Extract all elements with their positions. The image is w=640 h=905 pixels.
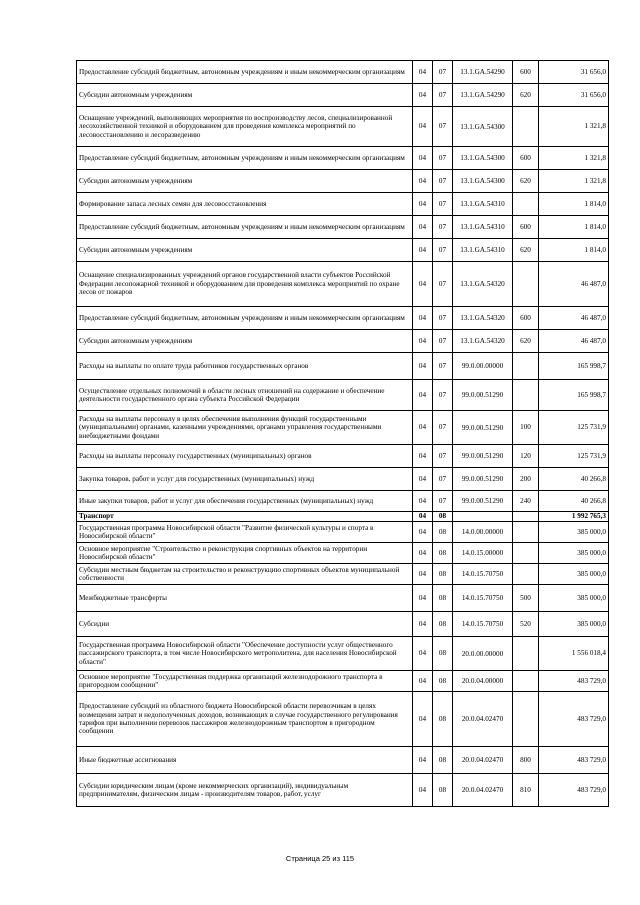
row-csr-cell: 13.1.GA.54320 xyxy=(453,307,513,330)
table-row xyxy=(77,543,609,564)
row-sum-cell: 483 729,0 xyxy=(539,774,609,807)
row-vr-cell: 620 xyxy=(513,84,539,107)
row-name-cell: Основное мероприятие "Государственная поддержка организаций железнодорожного транспорта в пригородном сообщении" xyxy=(77,671,413,692)
row-sum-cell: 1 814,0 xyxy=(539,216,609,239)
row-vr-cell: 800 xyxy=(513,747,539,774)
row-sum-cell: 31 656,0 xyxy=(539,61,609,84)
table-row xyxy=(77,445,609,468)
row-csr-cell: 99.0.00.51290 xyxy=(453,491,513,512)
row-rz-cell: 04 xyxy=(413,564,433,585)
budget-table xyxy=(76,60,609,807)
row-sum-cell: 483 729,0 xyxy=(539,747,609,774)
row-pr-cell: 07 xyxy=(433,262,453,307)
table-row xyxy=(77,170,609,193)
table-row xyxy=(77,307,609,330)
row-pr-cell: 07 xyxy=(433,84,453,107)
row-pr-cell: 08 xyxy=(433,747,453,774)
table-row xyxy=(77,637,609,671)
row-rz-cell: 04 xyxy=(413,330,433,353)
row-vr-cell: 240 xyxy=(513,491,539,512)
row-csr-cell: 99.0.00.51290 xyxy=(453,445,513,468)
row-name-cell: Субсидии автономным учреждениям xyxy=(77,239,413,262)
row-rz-cell: 04 xyxy=(413,671,433,692)
table-row xyxy=(77,612,609,637)
row-csr-cell: 14.0.15.00000 xyxy=(453,543,513,564)
row-vr-cell: 810 xyxy=(513,774,539,807)
row-vr-cell xyxy=(513,522,539,543)
row-csr-cell: 20.0.00.00000 xyxy=(453,637,513,671)
row-pr-cell: 07 xyxy=(433,147,453,170)
row-csr-cell: 20.0.04.02470 xyxy=(453,774,513,807)
row-vr-cell xyxy=(513,671,539,692)
row-rz-cell: 04 xyxy=(413,445,433,468)
row-csr-cell: 99.0.00.51290 xyxy=(453,380,513,411)
row-rz-cell: 04 xyxy=(413,262,433,307)
table-row xyxy=(77,262,609,307)
row-csr-cell: 13.1.GA.54300 xyxy=(453,107,513,147)
row-rz-cell: 04 xyxy=(413,380,433,411)
row-name-cell: Иные закупки товаров, работ и услуг для обеспечения государственных (муниципальных) нужд xyxy=(77,491,413,512)
row-rz-cell: 04 xyxy=(413,84,433,107)
row-sum-cell: 483 729,0 xyxy=(539,692,609,747)
row-rz-cell: 04 xyxy=(413,612,433,637)
row-csr-cell: 13.1.GA.54300 xyxy=(453,147,513,170)
row-csr-cell: 13.1.GA.54310 xyxy=(453,239,513,262)
row-sum-cell: 1 556 018,4 xyxy=(539,637,609,671)
row-name-cell: Субсидии автономным учреждениям xyxy=(77,330,413,353)
row-rz-cell: 04 xyxy=(413,637,433,671)
table-row xyxy=(77,522,609,543)
table-row xyxy=(77,61,609,84)
row-vr-cell xyxy=(513,637,539,671)
row-sum-cell: 1 992 765,3 xyxy=(539,512,609,522)
row-rz-cell: 04 xyxy=(413,491,433,512)
row-pr-cell: 08 xyxy=(433,637,453,671)
row-vr-cell xyxy=(513,353,539,380)
row-rz-cell: 04 xyxy=(413,216,433,239)
row-pr-cell: 08 xyxy=(433,585,453,612)
row-vr-cell: 600 xyxy=(513,216,539,239)
row-sum-cell: 46 487,0 xyxy=(539,307,609,330)
row-sum-cell: 125 731,9 xyxy=(539,411,609,445)
row-name-cell: Осуществление отдельных полномочий в области лесных отношений на содержание и обеспечение деятельности государственного органа субъекта Российской Федерации xyxy=(77,380,413,411)
row-name-cell: Государственная программа Новосибирской области "Обеспечение доступности услуг общественного пассажирского транспорта, в том числе Новосибирского метрополитена, для населения Новосибирской области" xyxy=(77,637,413,671)
row-rz-cell: 04 xyxy=(413,468,433,491)
row-rz-cell: 04 xyxy=(413,147,433,170)
row-sum-cell: 385 000,0 xyxy=(539,585,609,612)
row-pr-cell: 07 xyxy=(433,61,453,84)
row-name-cell: Предоставление субсидий из областного бюджета Новосибирской области перевозчикам в целях возмещения затрат и недополученных доходов, возникающих в случае государственного регулирования тарифов при выполнении перевозок пассажиров железнодорожным транспортом в пригородном сообщении xyxy=(77,692,413,747)
table-row xyxy=(77,692,609,747)
row-csr-cell: 20.0.04.02470 xyxy=(453,692,513,747)
table-row xyxy=(77,216,609,239)
row-name-cell: Субсидии юридическим лицам (кроме некоммерческих организаций), индивидуальным предпринимателям, физическим лицам - производителям товаров, работ, услуг xyxy=(77,774,413,807)
row-sum-cell: 1 814,0 xyxy=(539,239,609,262)
row-name-cell: Расходы на выплаты персоналу государственных (муниципальных) органов xyxy=(77,445,413,468)
row-csr-cell: 13.1.GA.54320 xyxy=(453,330,513,353)
row-pr-cell: 07 xyxy=(433,170,453,193)
row-csr-cell: 20.0.04.02470 xyxy=(453,747,513,774)
section-header-row xyxy=(77,512,609,522)
row-rz-cell: 04 xyxy=(413,353,433,380)
row-vr-cell xyxy=(513,512,539,522)
row-pr-cell: 07 xyxy=(433,491,453,512)
row-vr-cell: 620 xyxy=(513,239,539,262)
row-sum-cell: 165 998,7 xyxy=(539,380,609,411)
row-pr-cell: 07 xyxy=(433,239,453,262)
row-vr-cell: 120 xyxy=(513,445,539,468)
row-vr-cell: 620 xyxy=(513,330,539,353)
row-name-cell: Транспорт xyxy=(77,512,413,522)
row-sum-cell: 125 731,9 xyxy=(539,445,609,468)
row-pr-cell: 07 xyxy=(433,307,453,330)
row-csr-cell: 14.0.00.00000 xyxy=(453,522,513,543)
row-vr-cell: 620 xyxy=(513,170,539,193)
row-vr-cell: 500 xyxy=(513,585,539,612)
table-row xyxy=(77,147,609,170)
table-row xyxy=(77,330,609,353)
table-row xyxy=(77,564,609,585)
row-sum-cell: 1 814,0 xyxy=(539,193,609,216)
row-pr-cell: 08 xyxy=(433,671,453,692)
row-rz-cell: 04 xyxy=(413,307,433,330)
row-csr-cell: 14.0.15.70750 xyxy=(453,585,513,612)
row-pr-cell: 07 xyxy=(433,445,453,468)
row-vr-cell: 600 xyxy=(513,147,539,170)
row-name-cell: Субсидии автономным учреждениям xyxy=(77,84,413,107)
table-row xyxy=(77,193,609,216)
row-name-cell: Предоставление субсидий бюджетным, автономным учреждениям и иным некоммерческим организациям xyxy=(77,307,413,330)
row-pr-cell: 08 xyxy=(433,692,453,747)
row-vr-cell xyxy=(513,543,539,564)
row-sum-cell: 31 656,0 xyxy=(539,84,609,107)
row-vr-cell: 100 xyxy=(513,411,539,445)
row-csr-cell xyxy=(453,512,513,522)
row-csr-cell: 99.0.00.00000 xyxy=(453,353,513,380)
row-sum-cell: 40 266,8 xyxy=(539,468,609,491)
row-csr-cell: 20.0.04.00000 xyxy=(453,671,513,692)
row-pr-cell: 07 xyxy=(433,193,453,216)
table-row xyxy=(77,380,609,411)
row-name-cell: Субсидии xyxy=(77,612,413,637)
row-vr-cell xyxy=(513,107,539,147)
table-row xyxy=(77,411,609,445)
row-pr-cell: 07 xyxy=(433,107,453,147)
table-row xyxy=(77,468,609,491)
row-name-cell: Субсидии автономным учреждениям xyxy=(77,170,413,193)
row-vr-cell xyxy=(513,380,539,411)
row-pr-cell: 07 xyxy=(433,330,453,353)
row-pr-cell: 08 xyxy=(433,512,453,522)
row-pr-cell: 07 xyxy=(433,380,453,411)
row-csr-cell: 13.1.GA.54290 xyxy=(453,61,513,84)
row-sum-cell: 1 321,8 xyxy=(539,107,609,147)
row-pr-cell: 07 xyxy=(433,216,453,239)
row-pr-cell: 07 xyxy=(433,411,453,445)
row-sum-cell: 46 487,0 xyxy=(539,262,609,307)
row-name-cell: Субсидии местным бюджетам на строительство и реконструкцию спортивных объектов муниципальной собственности xyxy=(77,564,413,585)
row-pr-cell: 08 xyxy=(433,612,453,637)
row-rz-cell: 04 xyxy=(413,170,433,193)
row-sum-cell: 385 000,0 xyxy=(539,612,609,637)
row-vr-cell: 520 xyxy=(513,612,539,637)
row-rz-cell: 04 xyxy=(413,411,433,445)
row-pr-cell: 08 xyxy=(433,522,453,543)
row-vr-cell xyxy=(513,692,539,747)
row-csr-cell: 99.0.00.51290 xyxy=(453,411,513,445)
row-sum-cell: 40 266,8 xyxy=(539,491,609,512)
table-row xyxy=(77,107,609,147)
row-rz-cell: 04 xyxy=(413,512,433,522)
table-row xyxy=(77,671,609,692)
row-vr-cell xyxy=(513,564,539,585)
row-csr-cell: 13.1.GA.54300 xyxy=(453,170,513,193)
row-name-cell: Расходы на выплаты персоналу в целях обеспечения выполнения функций государственными (муниципальными) органами, казенными учреждениями, органами управления государственными внебюджетными фондами xyxy=(77,411,413,445)
row-name-cell: Предоставление субсидий бюджетным, автономным учреждениям и иным некоммерческим организациям xyxy=(77,61,413,84)
row-rz-cell: 04 xyxy=(413,107,433,147)
table-row xyxy=(77,747,609,774)
row-sum-cell: 46 487,0 xyxy=(539,330,609,353)
row-sum-cell: 483 729,0 xyxy=(539,671,609,692)
row-csr-cell: 14.0.15.70750 xyxy=(453,612,513,637)
row-name-cell: Иные бюджетные ассигнования xyxy=(77,747,413,774)
row-rz-cell: 04 xyxy=(413,522,433,543)
row-name-cell: Предоставление субсидий бюджетным, автономным учреждениям и иным некоммерческим организациям xyxy=(77,216,413,239)
row-csr-cell: 99.0.00.51290 xyxy=(453,468,513,491)
row-name-cell: Предоставление субсидий бюджетным, автономным учреждениям и иным некоммерческим организациям xyxy=(77,147,413,170)
row-name-cell: Оснащение учреждений, выполняющих мероприятия по воспроизводству лесов, специализированной лесохозяйственной техникой и оборудованием для проведения комплекса мероприятий по лесовосстановлению и лесоразведению xyxy=(77,107,413,147)
row-sum-cell: 385 000,0 xyxy=(539,564,609,585)
row-rz-cell: 04 xyxy=(413,193,433,216)
row-vr-cell: 600 xyxy=(513,307,539,330)
row-csr-cell: 13.1.GA.54310 xyxy=(453,216,513,239)
row-rz-cell: 04 xyxy=(413,774,433,807)
row-rz-cell: 04 xyxy=(413,585,433,612)
row-sum-cell: 1 321,8 xyxy=(539,147,609,170)
row-vr-cell: 600 xyxy=(513,61,539,84)
row-name-cell: Оснащение специализированных учреждений органов государственной власти субъектов Российской Федерации лесопожарной техникой и оборудованием для проведения комплекса мероприятий по охране лесов от пожаров xyxy=(77,262,413,307)
row-pr-cell: 08 xyxy=(433,564,453,585)
row-rz-cell: 04 xyxy=(413,239,433,262)
table-row xyxy=(77,84,609,107)
table-row xyxy=(77,353,609,380)
row-sum-cell: 385 000,0 xyxy=(539,522,609,543)
row-sum-cell: 165 998,7 xyxy=(539,353,609,380)
row-pr-cell: 08 xyxy=(433,543,453,564)
row-rz-cell: 04 xyxy=(413,747,433,774)
row-name-cell: Расходы на выплаты по оплате труда работников государственных органов xyxy=(77,353,413,380)
row-rz-cell: 04 xyxy=(413,692,433,747)
row-name-cell: Государственная программа Новосибирской области "Развитие физической культуры и спорта в Новосибирской области" xyxy=(77,522,413,543)
table-row xyxy=(77,585,609,612)
row-csr-cell: 13.1.GA.54320 xyxy=(453,262,513,307)
row-pr-cell: 08 xyxy=(433,774,453,807)
table-row xyxy=(77,491,609,512)
row-rz-cell: 04 xyxy=(413,61,433,84)
row-vr-cell xyxy=(513,193,539,216)
row-csr-cell: 13.1.GA.54310 xyxy=(453,193,513,216)
row-csr-cell: 13.1.GA.54290 xyxy=(453,84,513,107)
row-vr-cell xyxy=(513,262,539,307)
row-csr-cell: 14.0.15.70750 xyxy=(453,564,513,585)
page-footer: Страница 25 из 115 xyxy=(285,854,355,863)
row-vr-cell: 200 xyxy=(513,468,539,491)
row-name-cell: Формирование запаса лесных семян для лесовосстановления xyxy=(77,193,413,216)
row-name-cell: Межбюджетные трансферты xyxy=(77,585,413,612)
row-sum-cell: 385 000,0 xyxy=(539,543,609,564)
row-name-cell: Основное мероприятие "Строительство и реконструкция спортивных объектов на территории Новосибирской области" xyxy=(77,543,413,564)
row-pr-cell: 07 xyxy=(433,353,453,380)
table-row xyxy=(77,239,609,262)
row-pr-cell: 07 xyxy=(433,468,453,491)
row-rz-cell: 04 xyxy=(413,543,433,564)
row-name-cell: Закупка товаров, работ и услуг для государственных (муниципальных) нужд xyxy=(77,468,413,491)
row-sum-cell: 1 321,8 xyxy=(539,170,609,193)
table-row xyxy=(77,774,609,807)
